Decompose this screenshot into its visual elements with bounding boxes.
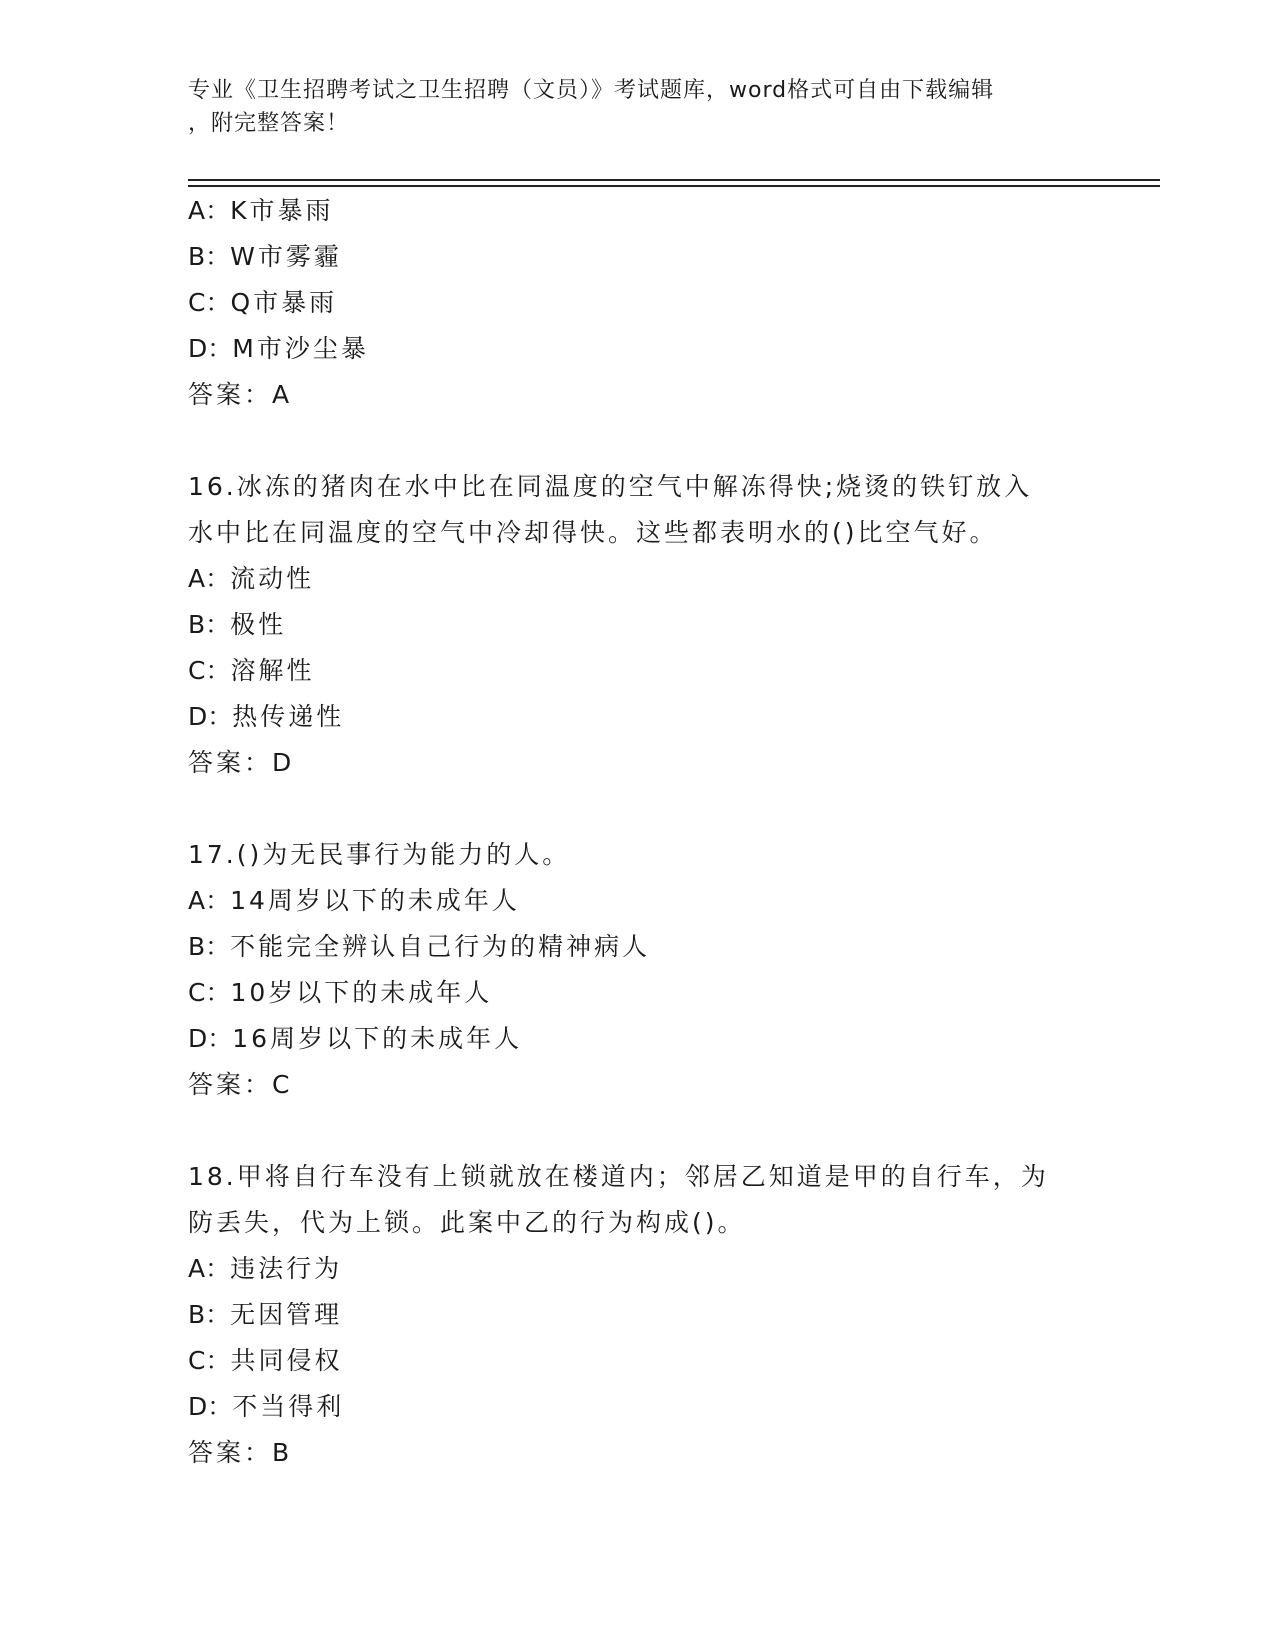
question-stem-line-2: 水中比在同温度的空气中冷却得快。这些都表明水的()比空气好。 bbox=[188, 518, 998, 547]
option-c: C：溶解性 bbox=[188, 656, 315, 685]
option-b: B：无因管理 bbox=[188, 1300, 343, 1329]
option-c: C：10岁以下的未成年人 bbox=[188, 978, 493, 1007]
option-b: B：W市雾霾 bbox=[188, 242, 342, 271]
question-stem-line-2: 防丢失，代为上锁。此案中乙的行为构成()。 bbox=[188, 1208, 746, 1237]
question-stem-line-1: 17.()为无民事行为能力的人。 bbox=[188, 840, 571, 869]
option-c: C：共同侵权 bbox=[188, 1346, 343, 1375]
answer-line: 答案：A bbox=[188, 380, 291, 409]
option-a: A：流动性 bbox=[188, 564, 315, 593]
option-a: A：14周岁以下的未成年人 bbox=[188, 886, 520, 915]
option-d: D：不当得利 bbox=[188, 1392, 345, 1421]
question-stem-line-1: 16.冰冻的猪肉在水中比在同温度的空气中解冻得快;烧烫的铁钉放入 bbox=[188, 472, 1033, 501]
option-d: D：M市沙尘暴 bbox=[188, 334, 369, 363]
option-d: D：16周岁以下的未成年人 bbox=[188, 1024, 523, 1053]
header-line-2: ，附完整答案！ bbox=[188, 111, 350, 136]
answer-line: 答案：D bbox=[188, 748, 293, 777]
question-16 bbox=[188, 464, 1088, 786]
option-d: D：热传递性 bbox=[188, 702, 345, 731]
question-18 bbox=[188, 1154, 1088, 1476]
header-divider-bottom bbox=[188, 185, 1160, 187]
answer-line: 答案：B bbox=[188, 1438, 291, 1467]
document-header bbox=[188, 74, 1068, 140]
answer-line: 答案：C bbox=[188, 1070, 291, 1099]
question-17 bbox=[188, 832, 1088, 1108]
question-list bbox=[188, 188, 1088, 1476]
option-b: B：不能完全辨认自己行为的精神病人 bbox=[188, 932, 651, 961]
header-divider-top bbox=[188, 179, 1160, 181]
header-line-1: 专业《卫生招聘考试之卫生招聘（文员）》考试题库，word格式可自由下载编辑 bbox=[188, 78, 995, 103]
option-a: A：违法行为 bbox=[188, 1254, 343, 1283]
question-15-continued bbox=[188, 188, 1088, 418]
question-stem-line-1: 18.甲将自行车没有上锁就放在楼道内；邻居乙知道是甲的自行车，为 bbox=[188, 1162, 1049, 1191]
option-c: C：Q市暴雨 bbox=[188, 288, 338, 317]
option-b: B：极性 bbox=[188, 610, 287, 639]
option-a: A：K市暴雨 bbox=[188, 196, 334, 225]
